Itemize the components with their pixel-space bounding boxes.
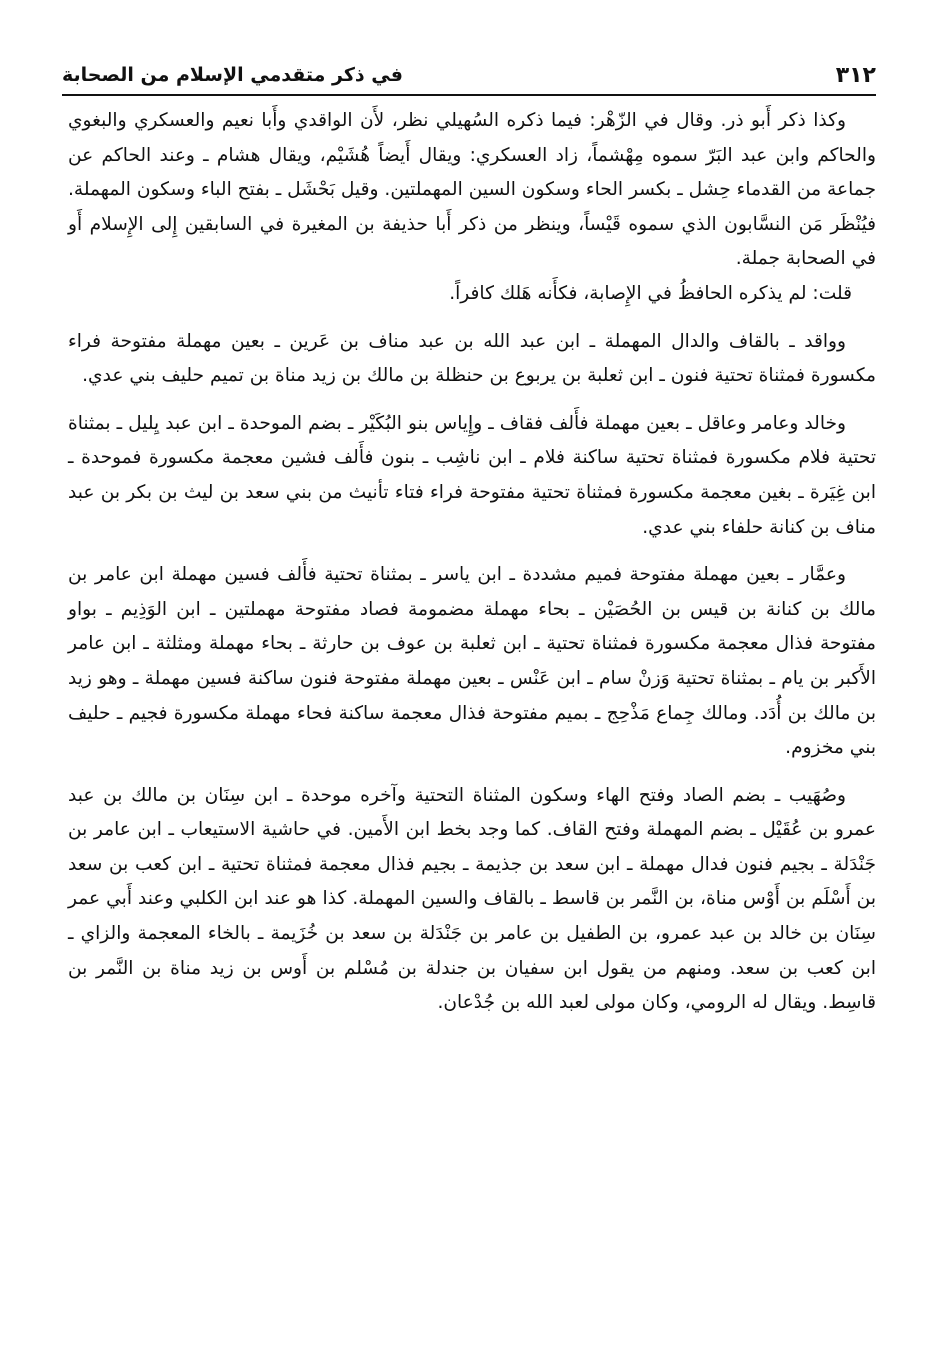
header-divider — [62, 94, 876, 96]
paragraph-suhayb: وصُهَيب ـ بضم الصاد وفتح الهاء وسكون المثناة التحتية وآخره موحدة ـ ابن سِنَان بن مالك بن عبد عمرو بن عُقَيْل ـ بضم المهملة وفتح القاف. كما وجد بخط ابن الأَمين. في حاشية الاستيعاب ـ ابن عامر بن جَنْدَلة ـ بجيم فنون فدال مهملة ـ ابن سعد بن جذيمة ـ بجيم فذال معجمة فمثناة تحتية ـ ابن كعب بن سعد بن أَسْلَم بن أَوْس مناة، بن النَّمر بن قاسط ـ بالقاف والسين المهملة. كذا هو عند ابن الكلبي وعند أَبي عمر سِنَان بن خالد بن عبد عمرو، بن الطفيل بن عامر بن جَنْدَلة بن سعد بن خُزَيمة ـ بالخاء المعجمة والزاي ـ ابن كعب بن سعد. ومنهم من يقول ابن سفيان بن جندلة بن مُسْلم بن أَوس بن زيد مناة بن النَّمر بن قاسِط. ويقال له الرومي، وكان مولى لعبد الله بن جُدْعان. — [68, 784, 876, 1014]
paragraph-waqid: وواقد ـ بالقاف والدال المهملة ـ ابن عبد الله بن عبد مناف بن عَرين ـ بعين مهملة مفتوحة فراء مكسورة فمثناة تحتية فنون ـ ابن ثعلبة بن يربوع بن حنظلة بن مالك بن زيد مناة بن تميم حليف بني عدي. — [68, 330, 876, 387]
page-number: ٣١٢ — [835, 63, 876, 88]
page-header — [62, 52, 876, 92]
paragraph-ammar: وعمَّار ـ بعين مهملة مفتوحة فميم مشددة ـ ابن ياسر ـ بمثناة تحتية فأَلف فسين مهملة ابن عامر بن مالك بن كنانة بن قيس بن الحُصَيْن ـ بحاء مهملة مضمومة فصاد مفتوحة مهملتين ـ ابن الوَذِيم ـ بواو مفتوحة فذال معجمة مكسورة فمثناة تحتية ـ ابن ثعلبة بن عوف بن حارثة ـ بحاء مهملة ومثلثة ـ ابن عامر الأَكبر بن يام ـ بمثناة تحتية وَزنْ سام ـ ابن عَنْس ـ بعين مهملة مفتوحة فنون ساكنة فسين مهملة ـ وهو زيد بن مالك بن أُدَد. ومالك جِماع مَذْحِج ـ بميم مفتوحة فذال معجمة ساكنة فحاء مهملة مكسورة فجيم ـ حليف بني مخزوم. — [68, 564, 876, 759]
paragraph-suhaili-note: وكذا ذكر أَبو ذر. وقال في الزّهْر: فيما ذكره السُهيلي نظر، لأَن الواقدي وأَبا نعيم والعسكري والبغوي والحاكم وابن عبد البَرّ سموه مِهْشماً، زاد العسكري: ويقال أَيضاً هُشَيْم، ويقال هشام ـ وعند الحاكم عن جماعة من القدماء حِشل ـ بكسر الحاء وسكون السين المهملتين. وقيل بَحْشَل ـ بفتح الباء وسكون المهملة. فيُنْظَر مَن النسَّابون الذي سموه قَيْساً، وينظر من ذكر أَبا حذيفة بن المغيرة في السابقين إِلى الإِسلام أَو في الصحابة جملة. — [68, 110, 876, 270]
body-text — [68, 104, 876, 1334]
paragraph-banu-bukayr: وخالد وعامر وعاقل ـ بعين مهملة فأَلف فقاف ـ وإِياس بنو البُكَيْر ـ بضم الموحدة ـ ابن عبد يِليل ـ بمثناة تحتية فلام مكسورة فمثناة تحتية ساكنة فلام ـ ابن ناشِب ـ بنون فأَلف فشين معجمة مكسورة فموحدة ـ ابن غِيَرة ـ بغين معجمة مكسورة فمثناة تحتية مفتوحة فراء فتاء تأنيث من بني سعد بن ليث بن بكر بن عبد مناف بن كنانة حلفاء بني عدي. — [68, 412, 876, 538]
running-title: في ذكر متقدمي الإسلام من الصحابة — [62, 64, 403, 86]
paragraph-author-comment: قلت: لم يذكره الحافظُ في الإِصابة، فكأَنه هَلك كافراً. — [449, 282, 852, 304]
